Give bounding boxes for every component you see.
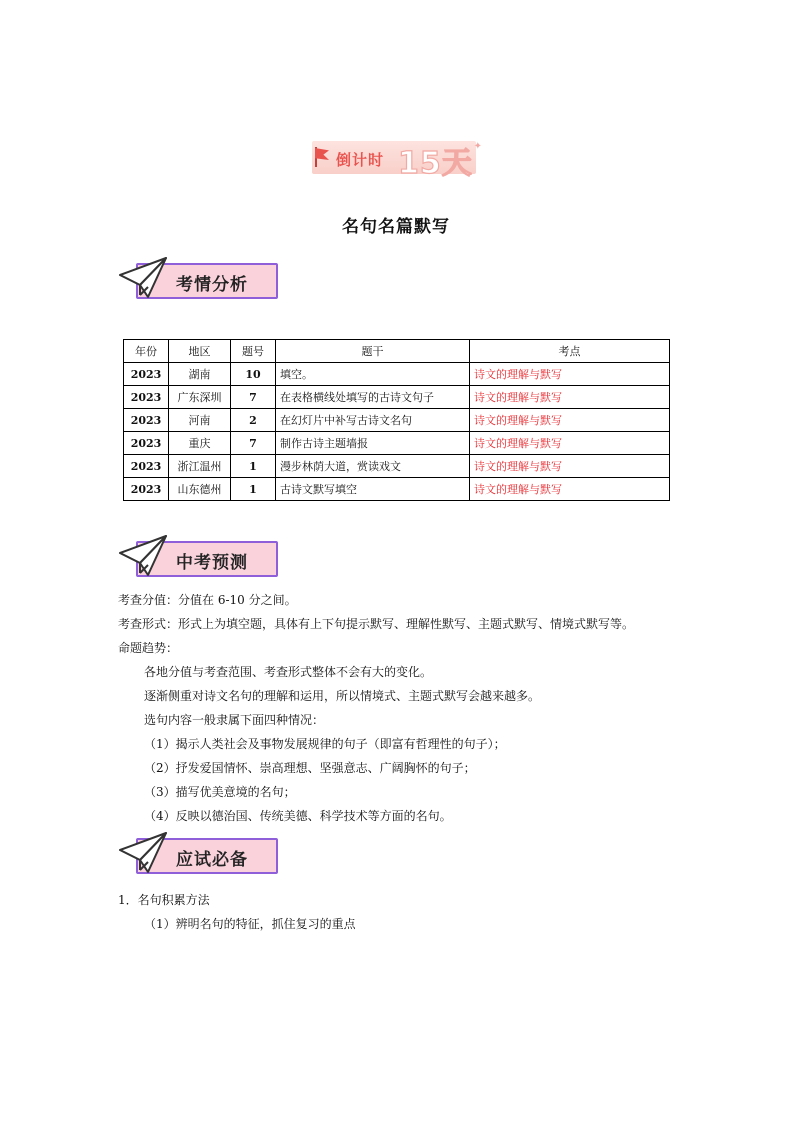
cell-region: 广东深圳 xyxy=(169,386,231,409)
cell-year: 2023 xyxy=(124,363,169,386)
header-question-stem: 题干 xyxy=(276,340,470,363)
cell-question-no: 7 xyxy=(231,386,276,409)
prediction-trend-1: 各地分值与考查范围、考查形式整体不会有大的变化。 xyxy=(144,665,433,679)
essentials-sub-1: （1）辨明名句的特征，抓住复习的重点 xyxy=(144,917,356,931)
sparkle-icon: ✦ xyxy=(473,141,482,152)
cell-question-no: 10 xyxy=(231,363,276,386)
cell-question-no: 2 xyxy=(231,409,276,432)
cell-test-point: 诗文的理解与默写 xyxy=(470,455,670,478)
header-test-point: 考点 xyxy=(470,340,670,363)
prediction-trend-2: 逐渐侧重对诗文名句的理解和运用，所以情境式、主题式默写会越来越多。 xyxy=(144,689,541,703)
table-row xyxy=(124,386,670,409)
table-row xyxy=(124,409,670,432)
cell-region: 湖南 xyxy=(169,363,231,386)
section-header-essentials xyxy=(118,836,280,882)
cell-question-no: 1 xyxy=(231,455,276,478)
cell-region: 浙江温州 xyxy=(169,455,231,478)
table-row xyxy=(124,478,670,501)
countdown-number: 15天 xyxy=(398,146,473,181)
table-row xyxy=(124,432,670,455)
cell-test-point: 诗文的理解与默写 xyxy=(470,386,670,409)
cell-test-point: 诗文的理解与默写 xyxy=(470,432,670,455)
list-item: （1）揭示人类社会及事物发展规律的句子（即富有哲理性的句子）； xyxy=(144,737,506,751)
cell-region: 河南 xyxy=(169,409,231,432)
paper-plane-icon xyxy=(118,533,170,579)
header-question-no: 题号 xyxy=(231,340,276,363)
cell-test-point: 诗文的理解与默写 xyxy=(470,478,670,501)
section-label: 考情分析 xyxy=(176,275,248,295)
cell-question-no: 1 xyxy=(231,478,276,501)
section-label: 中考预测 xyxy=(176,553,248,573)
countdown-banner xyxy=(312,141,482,181)
cell-question-stem: 在幻灯片中补写古诗文名句 xyxy=(276,409,470,432)
cell-year: 2023 xyxy=(124,455,169,478)
cell-question-stem: 填空。 xyxy=(276,363,470,386)
prediction-trend-3: 选句内容一般隶属下面四种情况： xyxy=(144,713,325,727)
list-item: （4）反映以德治国、传统美德、科学技术等方面的名句。 xyxy=(144,809,452,823)
cell-test-point: 诗文的理解与默写 xyxy=(470,363,670,386)
cell-year: 2023 xyxy=(124,409,169,432)
prediction-trend-label: 命题趋势： xyxy=(118,641,179,655)
table-header-row xyxy=(124,340,670,363)
prediction-score: 考查分值：分值在 6-10 分之间。 xyxy=(118,593,297,607)
cell-region: 山东德州 xyxy=(169,478,231,501)
table-row xyxy=(124,455,670,478)
cell-year: 2023 xyxy=(124,432,169,455)
section-header-analysis xyxy=(118,261,280,307)
cell-question-stem: 制作古诗主题墙报 xyxy=(276,432,470,455)
header-region: 地区 xyxy=(169,340,231,363)
paper-plane-icon xyxy=(118,255,170,301)
cell-question-stem: 古诗文默写填空 xyxy=(276,478,470,501)
prediction-form: 考查形式：形式上为填空题，具体有上下句提示默写、理解性默写、主题式默写、情境式默写等。 xyxy=(118,617,635,631)
cell-year: 2023 xyxy=(124,478,169,501)
section-label: 应试必备 xyxy=(176,850,248,870)
cell-test-point: 诗文的理解与默写 xyxy=(470,409,670,432)
essentials-item-1: 1．名句积累方法 xyxy=(118,893,210,907)
countdown-label: 倒计时 xyxy=(336,151,385,169)
cell-year: 2023 xyxy=(124,386,169,409)
section-header-prediction xyxy=(118,539,280,585)
document-title: 名句名篇默写 xyxy=(342,217,450,237)
table-row xyxy=(124,363,670,386)
list-item: （3）描写优美意境的名句； xyxy=(144,785,296,799)
exam-analysis-table xyxy=(123,339,670,501)
list-item: （2）抒发爱国情怀、崇高理想、坚强意志、广阔胸怀的句子； xyxy=(144,761,476,775)
cell-question-stem: 在表格横线处填写的古诗文句子 xyxy=(276,386,470,409)
cell-question-stem: 漫步林荫大道，赏读戏文 xyxy=(276,455,470,478)
cell-question-no: 7 xyxy=(231,432,276,455)
paper-plane-icon xyxy=(118,830,170,876)
flag-icon xyxy=(315,148,329,160)
cell-region: 重庆 xyxy=(169,432,231,455)
header-year: 年份 xyxy=(124,340,169,363)
